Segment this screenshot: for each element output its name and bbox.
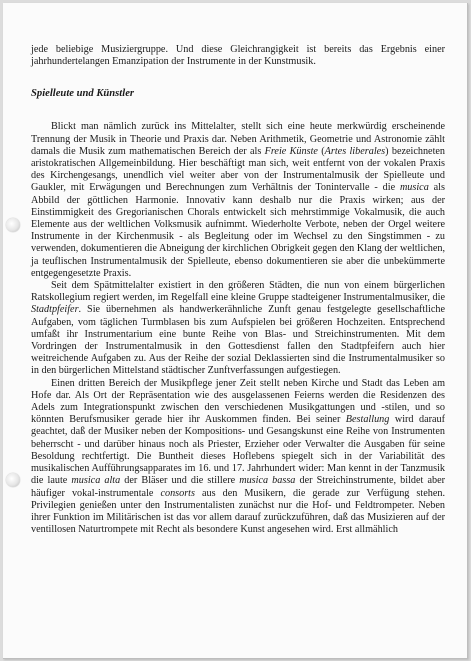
- text-run: als Abbild der göttlichen Harmonie. Innovativ kann deshalb nur die Praxis wirken; aus der Einstimmigkeit des Gregorianischen Chorals entwickelt sich mehrstimmige Vokalmusik, die auch Elemente aus der weltlichen Volksmusik aufnimmt. Wiederholte Verbote, neben der Orgel weitere Instrumente in der Kirchenmusik - als Begleitung oder im Wechsel zu den Singstimmen - zu verwenden, dokumentieren die Abneigung der kirchlichen Obrigkeit gegen den Klang der weltlichen, ja teuflischen Instrumentalmusik der Spielleute, ebenso dokumentieren sie aber die unbekümmerte entgegengesetzte Praxis.: [31, 182, 445, 279]
- text-run: wird darauf geachtet, daß der Musiker neben der Kompositions- und Gesangskunst eine Reihe von Instrumenten beherrscht - und darüber hinaus noch als Priester, Erzieher oder Verwalter die Ausgaben für seine Besoldung rechtfertigt. Die Buntheit dieses Hoflebens spiegelt sich in der Variabilität des musikalischen Aufführungsapparates im 16. und 17. Jahrhundert wider: Man kennt in der Tanzmusik die laute: [31, 414, 445, 487]
- text-run: Blickt man nämlich zurück ins Mittelalter, stellt sich eine heute merkwürdig erscheinende Trennung der Musik in Theorie und Praxis dar. Neben Arithmetik, Geometrie und Astronomie zählt damals die Musik zum mathematischen Bereich der als: [31, 121, 445, 157]
- italic-term: Freie Künste: [264, 145, 318, 157]
- text-run: . Sie übernehmen als handwerkerähnliche Zunft genau festgelegte gesellschaftliche Aufgaben, vom täglichen Turmblasen bis zum Aufspielen bei größeren Hochzeiten. Entsprechend umfaßt ihr Instrumentarium eine bunte Reihe von Blas- und Streichinstrumenten. Mit dem Vordringen der Instrumentalmusik in den Gottesdienst fallen den Stadtpfeifern auch hier weitreichende Aufgaben zu. Aus der Reihe der sozial Deklassierten sind die Instrumentalmusiker so in den bürgerlichen Mittelstand städtischer Zunftverfassungen aufgestiegen.: [31, 304, 445, 377]
- paragraph-2: [31, 280, 445, 378]
- paragraph-1: [31, 121, 445, 280]
- italic-term: Bestallung: [345, 414, 390, 426]
- text-run: der Streichinstrumente, bildet aber häufiger vokal-instrumentale: [31, 475, 445, 499]
- section-heading: Spielleute und Künstler: [31, 88, 135, 100]
- text-run: der Bläser und die stillere: [120, 475, 240, 487]
- text-run: aus den Musikern, die gerade zur Verfügung stehen. Privilegien genießen unter den Instrumentalisten zunächst nur die Hof- und Feldtrompeter. Neben ihrer Funktion im Militärischen ist das vor allem darauf zurückzuführen, daß das Musizieren auf der ventillosen Naturtrompete mit Recht als besondere Kunst angesehen wird. Erst allmählich: [31, 487, 445, 536]
- document-page: [3, 3, 468, 659]
- punch-hole-bottom: [6, 473, 20, 487]
- italic-term: musica: [399, 182, 429, 194]
- italic-term: musica bassa: [239, 475, 296, 487]
- italic-term: Stadtpfeifer: [31, 304, 79, 316]
- italic-term: consorts: [160, 487, 195, 499]
- text-run: ) bezeichneten aristokratischen Allgemeinbildung. Hier beschäftigt man sich, weit entfernt von der vokalen Praxis des Kirchengesangs, unendlich viel weiter aber von der Instrumentalmusik der Spielleute und Gaukler, mit Erwägungen und Berechnungen zum Verhältnis der Tonintervalle - die: [31, 145, 446, 194]
- italic-term: musica alta: [71, 475, 121, 487]
- text-run: Einen dritten Bereich der Musikpflege jener Zeit stellt neben Kirche und Stadt das Leben am Hofe dar. Als Ort der Repräsentation wie des ausgelassenen Feierns werden die Residenzen des Adels zum Integrationspunkt zwischen den verschiedenen Musikgattungen und -stilen, und so könnten Berufsmusiker gerade hier ihr Auskommen finden. Bei seiner: [31, 377, 445, 426]
- text-run: Seit dem Spätmittelalter existiert in den größeren Städten, die nun von einem bürgerlichen Ratskollegium regiert werden, im Regelfall eine kleine Gruppe stadteigener Instrumentalmusiker, die: [31, 280, 445, 304]
- text-run: (: [317, 145, 325, 157]
- punch-hole-top: [6, 218, 20, 232]
- page-body: [31, 44, 445, 536]
- paragraph-3: [31, 378, 445, 537]
- intro-paragraph: jede beliebige Musiziergruppe. Und diese Gleichrangigkeit ist bereits das Ergebnis einer jahrhundertelangen Emanzipation der Instrumente in der Kunstmusik.: [31, 44, 445, 68]
- italic-term: Artes liberales: [324, 145, 386, 157]
